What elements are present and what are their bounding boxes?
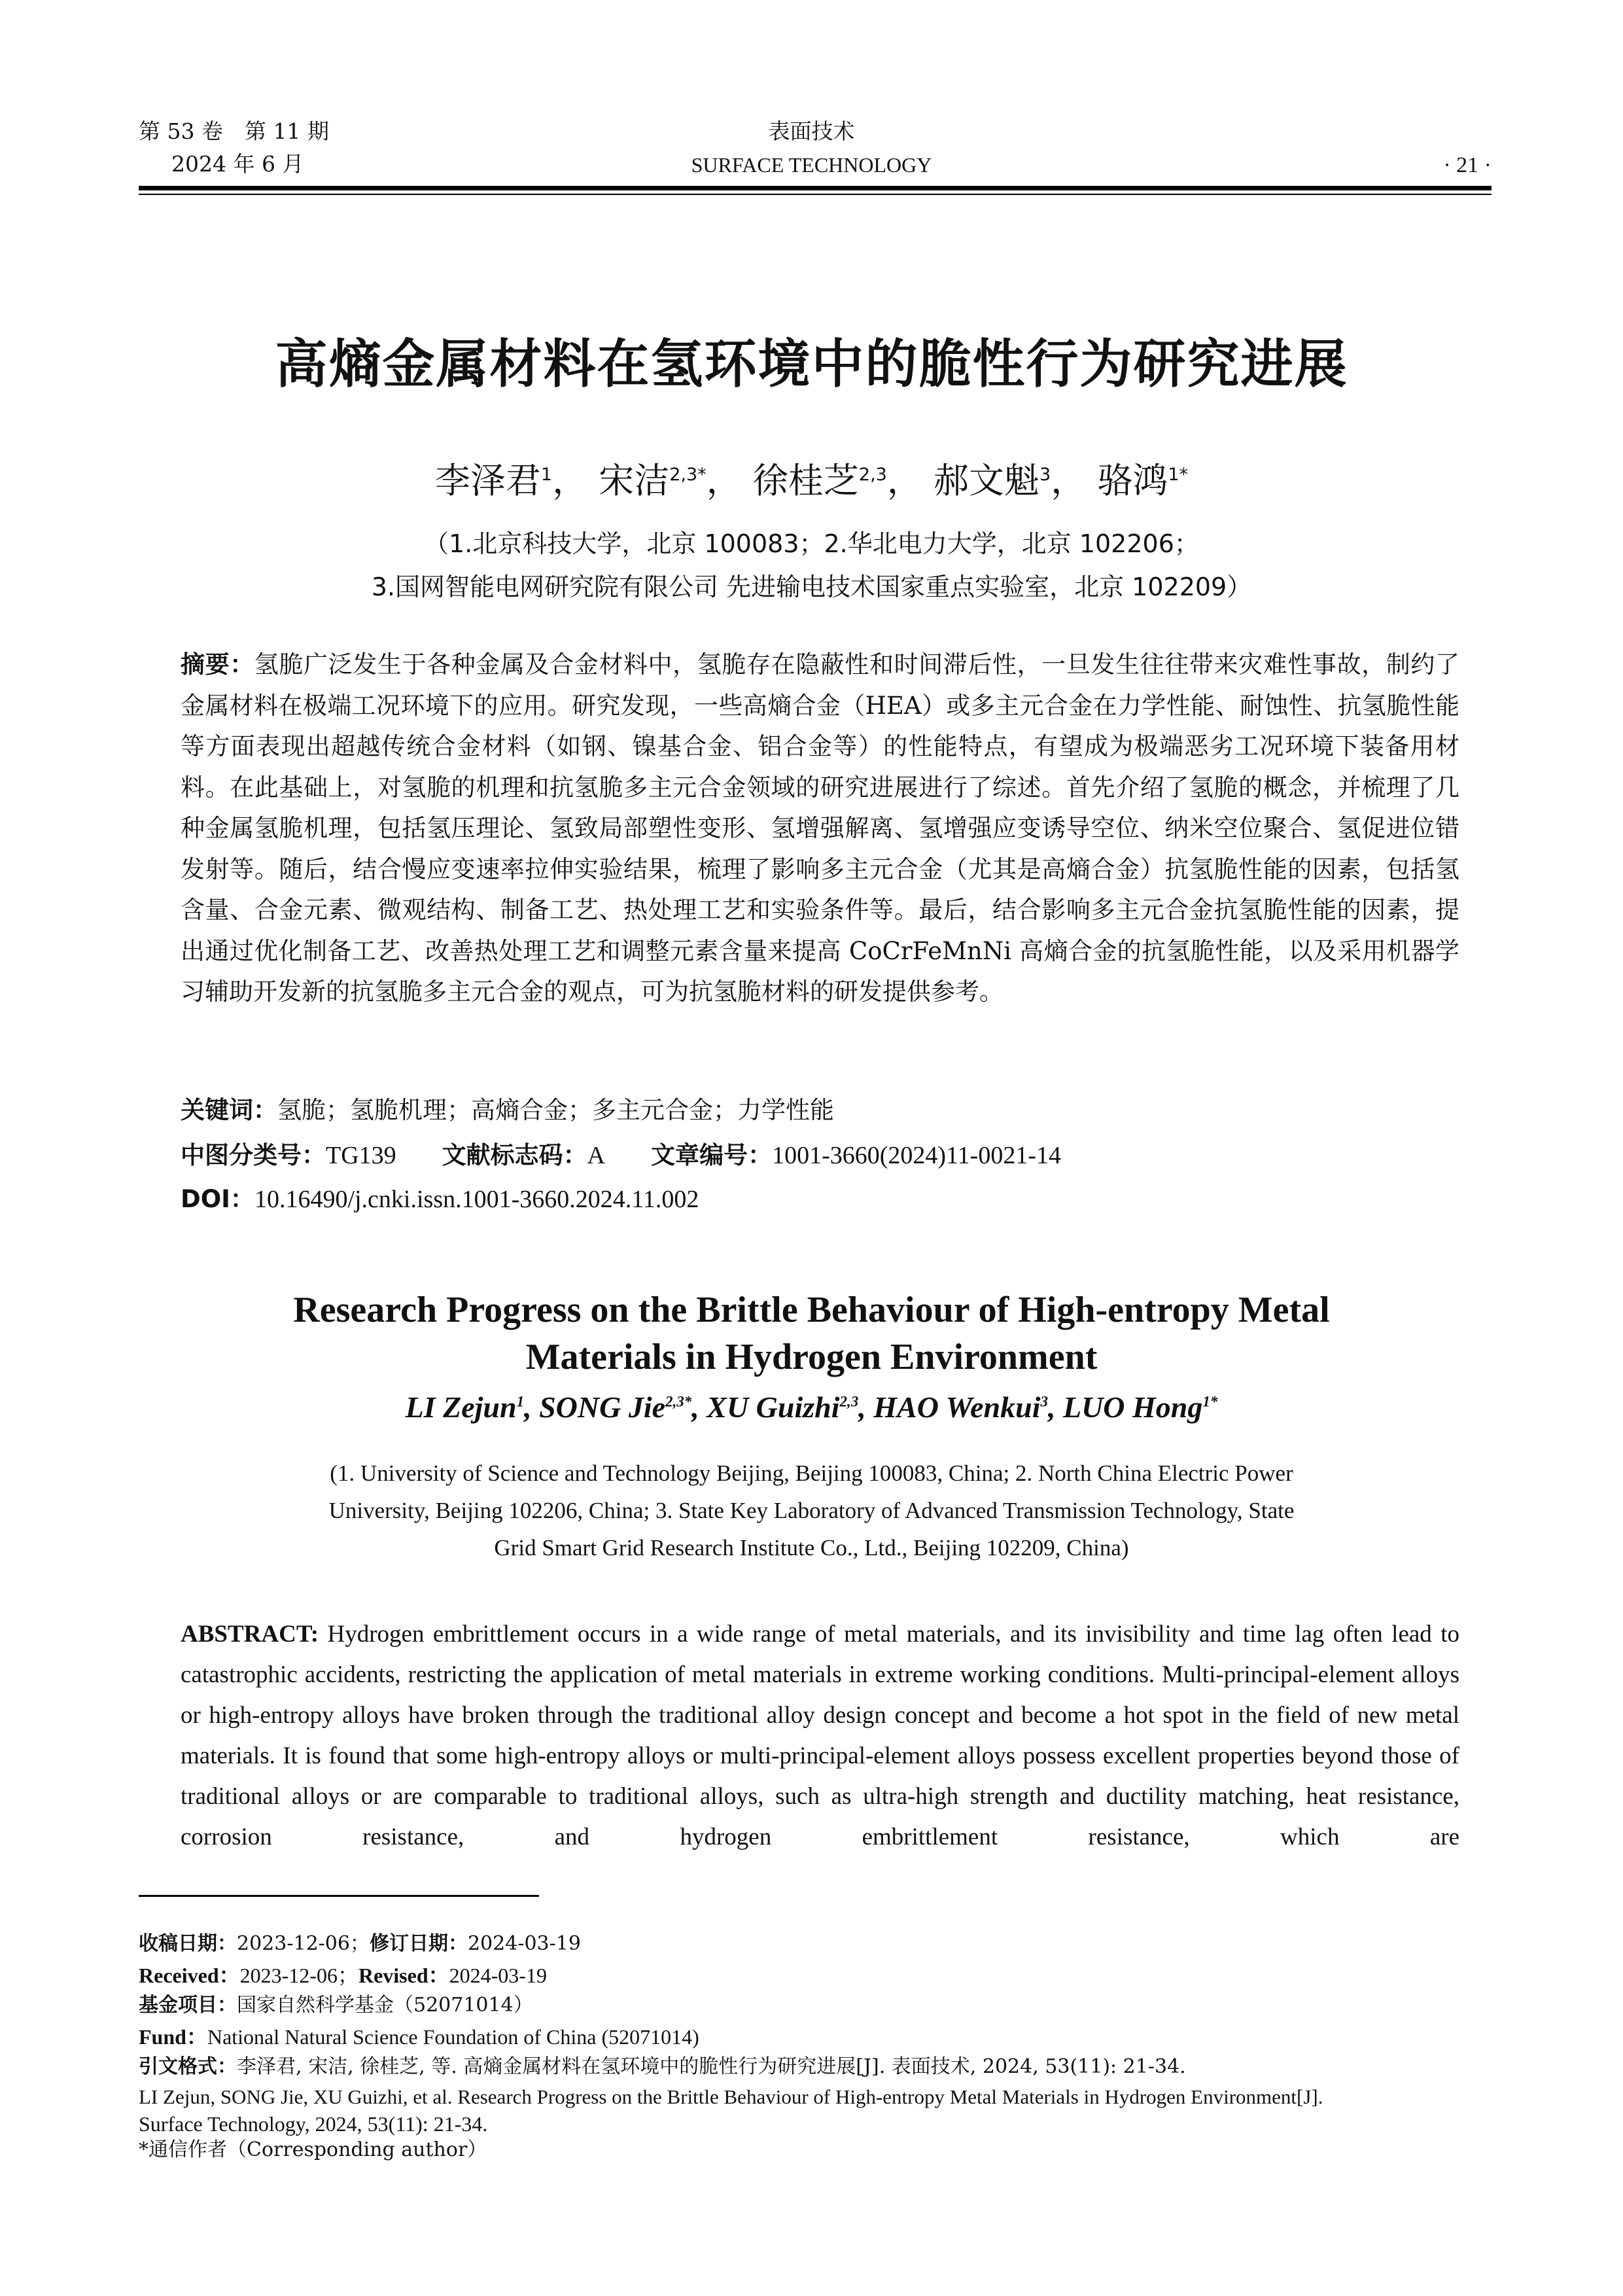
paper-title-en (0, 1286, 1623, 1381)
authors-cn: 李泽君$^1$， 宋洁$^{2,3*}$， 徐桂芝$^{2,3}$， 郝文魁$^3$， 骆鸿$^{1*}$ (434, 460, 1189, 501)
paper-title-en-line: Materials in Hydrogen Environment (525, 1337, 1098, 1377)
footnote-received-en (139, 1965, 547, 1986)
keywords-label: 关键词： (181, 1096, 277, 1124)
author-affiliation-mark: 1 (540, 465, 553, 485)
author-en: LUO Hong (1062, 1390, 1203, 1424)
keywords-line (181, 1098, 834, 1122)
abstract-en-label: ABSTRACT: (181, 1621, 319, 1648)
footnote-received-cn (139, 1934, 581, 1954)
abstract-cn-text: 氢脆广泛发生于各种金属及合金材料中，氢脆存在隐蔽性和时间滞后性，一旦发生往往带来灾难性事故，制约了金属材料在极端工况环境下的应用。研究发现，一些高熵合金（HEA）或多主元合金在力学性能、耐蚀性、抗氢脆性能等方面表现出超越传统合金材料（如钢、镍基合金、铝合金等）的性能特点，有望成为极端恶劣工况环境下装备用材料。在此基础上，对氢脆的机理和抗氢脆多主元合金领域的研究进展进行了综述。首先介绍了氢脆的概念，并梳理了几种金属氢脆机理，包括氢压理论、氢致局部塑性变形、氢增强解离、氢增强应变诱导空位、纳米空位聚合、氢促进位错发射等。随后，结合慢应变速率拉伸实验结果，梳理了影响多主元合金（尤其是高熵合金）抗氢脆性能的因素，包括氢含量、合金元素、微观结构、制备工艺、热处理工艺和实验条件等。最后，结合影响多主元合金抗氢脆性能的因素，提出通过优化制备工艺、改善热处理工艺和调整元素含量来提高 CoCrFeMnNi 高熵合金的抗氢脆性能，以及采用机器学习辅助开发新的抗氢脆多主元合金的观点，可为抗氢脆材料的研发提供参考。 (181, 650, 1460, 1006)
author-en: HAO Wenkui (873, 1390, 1041, 1424)
author-affiliation-mark: 2,3 (839, 1393, 859, 1410)
revised-cn-label: 修订日期： (369, 1932, 468, 1955)
article-number-label: 文章编号： (651, 1141, 773, 1169)
footnote-citation-en-line1: LI Zejun, SONG Jie, XU Guizhi, et al. Research Progress on the Brittle Behaviour of High-entropy Metal Materials in Hydrogen Environment[J]. (139, 2085, 1323, 2108)
footnote-citation-en-line2: Surface Technology, 2024, 53(11): 21-34. (139, 2112, 488, 2136)
affiliation-cn-line: （1.北京科技大学，北京 100083；2.华北电力大学，北京 102206； (424, 529, 1199, 558)
header-rule-thin (139, 194, 1492, 195)
affiliation-cn-line: 3.国网智能电网研究院有限公司 先进输电技术国家重点实验室，北京 102209） (371, 573, 1252, 601)
affiliation-en-line: Grid Smart Grid Research Institute Co., Ltd., Beijing 102209, China) (494, 1535, 1129, 1561)
paper-title-cn: 高熵金属材料在氢环境中的脆性行为研究进展 (275, 334, 1348, 395)
author-cn: 郝文魁 (934, 460, 1040, 501)
classification-line (181, 1143, 1061, 1168)
article-number: 1001-3660(2024)11-0021-14 (772, 1142, 1061, 1169)
fund-cn-label: 基金项目： (139, 1994, 237, 2017)
issue-date: 2024 年 6 月 (171, 151, 304, 177)
volume-issue: 第 53 卷 第 11 期 (139, 118, 329, 144)
received-cn-label: 收稿日期： (139, 1932, 237, 1955)
fund-en-text: National Natural Science Foundation of China (52071014) (207, 2025, 699, 2049)
author-affiliation-mark: 3 (1039, 465, 1051, 485)
abstract-cn-label: 摘要： (181, 650, 254, 679)
journal-name-cn: 表面技术 (768, 118, 855, 144)
author-affiliation-mark: 1* (1202, 1393, 1218, 1410)
revised-en-date: 2024-03-19 (449, 1964, 547, 1987)
received-en-date: 2023-12-06； (239, 1964, 358, 1987)
doi-value: 10.16490/j.cnki.issn.1001-3660.2024.11.002 (254, 1186, 699, 1213)
footnote-corresponding-author: *通信作者（Corresponding author） (139, 2138, 487, 2161)
abstract-en-text: Hydrogen embrittlement occurs in a wide range of metal materials, and its invisibility and time lag often lead to catastrophic accidents, restricting the application of metal materials in extreme working conditions. Multi-principal-element alloys or high-entropy alloys have broken through the traditional alloy design concept and become a hot spot in the field of new metal materials. It is found that some high-entropy alloys or multi-principal-element alloys possess excellent properties beyond those of traditional alloys or are comparable to traditional alloys, such as ultra-high strength and ductility matching, heat resistance, corrosion resistance, and hydrogen embrittlement resistance, which are (181, 1621, 1460, 1850)
author-cn: 徐桂芝 (752, 460, 859, 501)
abstract-cn (181, 645, 1459, 1013)
document-code-label: 文献标志码： (442, 1141, 587, 1169)
affiliation-en-line: (1. University of Science and Technology Beijing, Beijing 100083, China; 2. North China Electric Power (330, 1460, 1293, 1486)
author-cn: 宋洁 (599, 460, 670, 501)
fund-cn-text: 国家自然科学基金（52071014） (237, 1994, 533, 2017)
fund-en-label: Fund： (139, 2025, 207, 2049)
revised-cn-date: 2024-03-19 (467, 1932, 581, 1955)
author-affiliation-mark: 1 (516, 1393, 525, 1410)
authors-en: LI Zejun$^1$, SONG Jie$^{2,3*}$, XU Guizhi$^{2,3}$, HAO Wenkui$^3$, LUO Hong$^{1*}$ (405, 1390, 1218, 1424)
keywords-text: 氢脆；氢脆机理；高熵合金；多主元合金；力学性能 (277, 1096, 834, 1124)
author-en: LI Zejun (405, 1390, 517, 1424)
author-affiliation-mark: 2,3* (665, 1393, 692, 1410)
doi-line (181, 1187, 699, 1212)
author-cn: 骆鸿 (1097, 460, 1168, 501)
author-affiliation-mark: 1* (1168, 465, 1189, 485)
citation-cn-text: 李泽君, 宋洁, 徐桂芝, 等. 高熵金属材料在氢环境中的脆性行为研究进展[J]. 表面技术, 2024, 53(11): 21-34. (237, 2055, 1186, 2078)
header-rule-thick (139, 186, 1492, 190)
author-affiliation-mark: 2,3 (858, 465, 887, 485)
author-affiliation-mark: 2,3* (669, 465, 707, 485)
author-cn: 李泽君 (434, 460, 541, 501)
author-en: SONG Jie (539, 1390, 666, 1424)
citation-cn-label: 引文格式： (139, 2055, 237, 2078)
revised-en-label: Revised： (358, 1964, 449, 1987)
footnote-citation-cn (139, 2057, 1186, 2077)
document-code: A (587, 1142, 606, 1169)
paper-title-en-line: Research Progress on the Brittle Behaviour of High-entropy Metal (293, 1290, 1330, 1330)
received-cn-date: 2023-12-06； (237, 1932, 370, 1955)
abstract-en (181, 1614, 1459, 1858)
clc-label: 中图分类号： (181, 1141, 326, 1169)
journal-name-en: SURFACE TECHNOLOGY (691, 153, 932, 177)
footnote-fund-en (139, 2026, 699, 2047)
page-number: · 21 · (1443, 153, 1492, 177)
affiliations-en (0, 1455, 1623, 1566)
author-affiliation-mark: 3 (1040, 1393, 1048, 1410)
author-en: XU Guizhi (707, 1390, 840, 1424)
clc-number: TG139 (326, 1142, 396, 1169)
footnote-rule (139, 1895, 539, 1897)
received-en-label: Received： (139, 1964, 240, 1987)
affiliation-en-line: University, Beijing 102206, China; 3. State Key Laboratory of Advanced Transmission Technology, State (328, 1498, 1295, 1523)
footnote-fund-cn (139, 1996, 533, 2015)
doi-label: DOI： (181, 1185, 254, 1213)
